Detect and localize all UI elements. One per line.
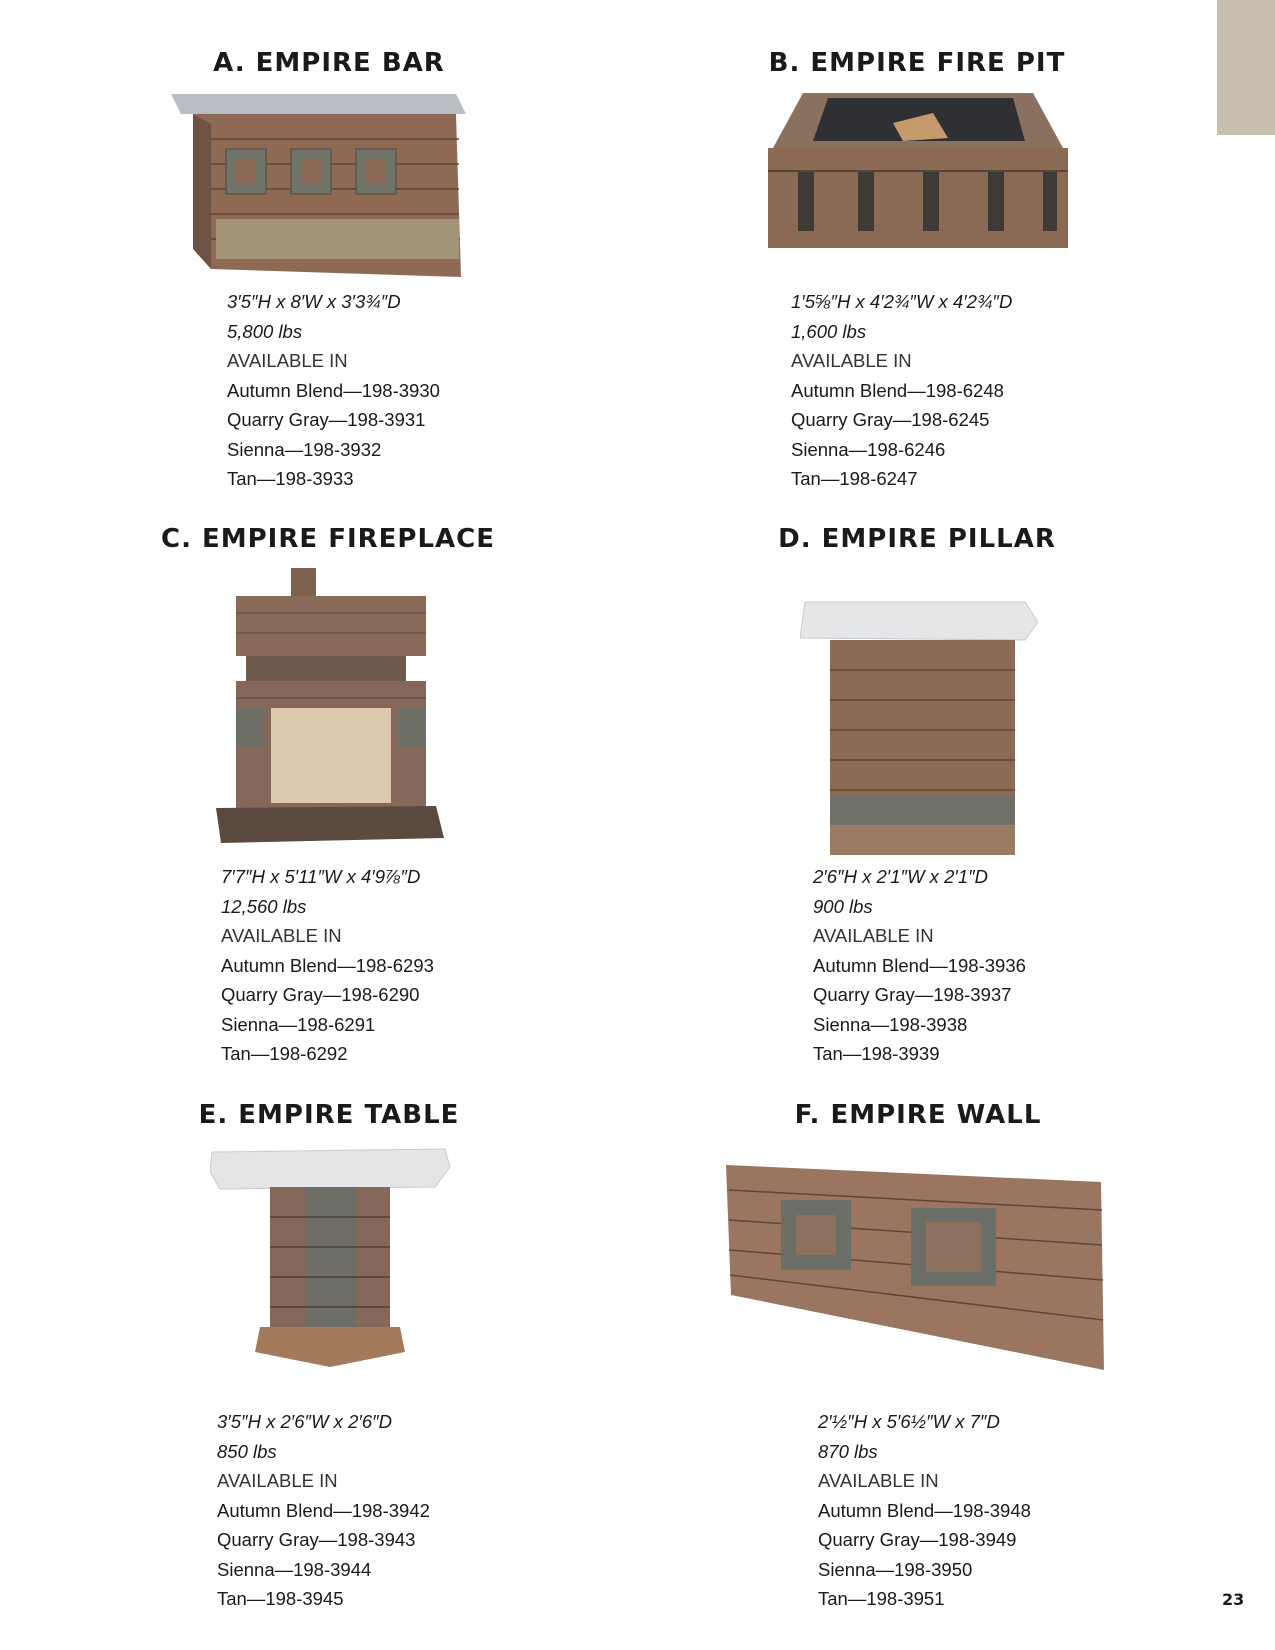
dimensions: 3′5″H x 2′6″W x 2′6″D (217, 1411, 393, 1432)
weight: 900 lbs (813, 895, 873, 917)
product-specs-empire-pillar (813, 862, 1026, 1069)
product-specs-empire-fireplace (221, 862, 434, 1069)
color-option: Autumn Blend—198-6248 (791, 379, 1004, 401)
color-option: Quarry Gray—198-3931 (227, 409, 426, 430)
section-tab (1217, 0, 1275, 135)
page-number: 23 (1222, 1590, 1245, 1609)
color-option: Sienna—198-6246 (791, 438, 946, 460)
color-option: Autumn Blend—198-6293 (221, 954, 434, 976)
weight: 12,560 lbs (221, 895, 307, 917)
color-option: Tan—198-3933 (227, 468, 354, 489)
color-option: Quarry Gray—198-3937 (813, 984, 1012, 1005)
product-title-empire-table: E. EMPIRE TABLE (198, 1100, 460, 1130)
available-in-label: AVAILABLE IN (217, 1470, 338, 1491)
product-title-empire-bar: A. EMPIRE BAR (213, 48, 445, 78)
product-specs-empire-fire-pit (791, 287, 1012, 494)
available-in-label: AVAILABLE IN (818, 1470, 939, 1491)
weight: 5,800 lbs (227, 320, 303, 342)
available-in-label: AVAILABLE IN (221, 925, 342, 946)
product-title-empire-pillar: D. EMPIRE PILLAR (778, 524, 1056, 554)
color-option: Tan—198-6292 (221, 1043, 348, 1064)
product-specs-empire-bar (227, 287, 440, 494)
color-option: Tan—198-6247 (791, 468, 918, 489)
color-option: Quarry Gray—198-3949 (818, 1529, 1017, 1550)
dimensions: 7′7″H x 5′11″W x 4′9⅞″D (221, 866, 421, 887)
weight: 850 lbs (217, 1440, 277, 1462)
empire-bar-image (171, 89, 471, 281)
dimensions: 2′6″H x 2′1″W x 2′1″D (813, 866, 989, 887)
color-option: Tan—198-3945 (217, 1588, 344, 1609)
dimensions: 3′5″H x 8′W x 3′3¾″D (227, 291, 401, 312)
color-option: Sienna—198-3932 (227, 438, 382, 460)
empire-fire-pit-image (763, 93, 1077, 253)
weight: 870 lbs (818, 1440, 878, 1462)
weight: 1,600 lbs (791, 320, 867, 342)
color-option: Autumn Blend—198-3936 (813, 954, 1026, 976)
dimensions: 2′½″H x 5′6½″W x 7″D (818, 1411, 1000, 1432)
color-option: Tan—198-3939 (813, 1043, 940, 1064)
color-option: Autumn Blend—198-3948 (818, 1499, 1031, 1521)
product-title-empire-fire-pit: B. EMPIRE FIRE PIT (768, 48, 1066, 78)
product-title-empire-fireplace: C. EMPIRE FIREPLACE (160, 524, 495, 554)
color-option: Sienna—198-3950 (818, 1558, 973, 1580)
product-specs-empire-table (217, 1407, 430, 1614)
dimensions: 1′5⅝″H x 4′2¾″W x 4′2¾″D (791, 291, 1013, 312)
color-option: Tan—198-3951 (818, 1588, 945, 1609)
color-option: Sienna—198-3944 (217, 1558, 372, 1580)
color-option: Quarry Gray—198-3943 (217, 1529, 416, 1550)
color-option: Quarry Gray—198-6290 (221, 984, 420, 1005)
color-option: Sienna—198-3938 (813, 1013, 968, 1035)
product-specs-empire-wall (818, 1407, 1031, 1614)
empire-fireplace-image (216, 568, 444, 848)
color-option: Autumn Blend—198-3930 (227, 379, 440, 401)
available-in-label: AVAILABLE IN (227, 350, 348, 371)
color-option: Sienna—198-6291 (221, 1013, 376, 1035)
empire-pillar-image (800, 600, 1038, 860)
product-title-empire-wall: F. EMPIRE WALL (794, 1100, 1042, 1130)
empire-table-image (210, 1147, 450, 1369)
empire-wall-image (726, 1160, 1106, 1375)
available-in-label: AVAILABLE IN (813, 925, 934, 946)
color-option: Autumn Blend—198-3942 (217, 1499, 430, 1521)
available-in-label: AVAILABLE IN (791, 350, 912, 371)
color-option: Quarry Gray—198-6245 (791, 409, 990, 430)
